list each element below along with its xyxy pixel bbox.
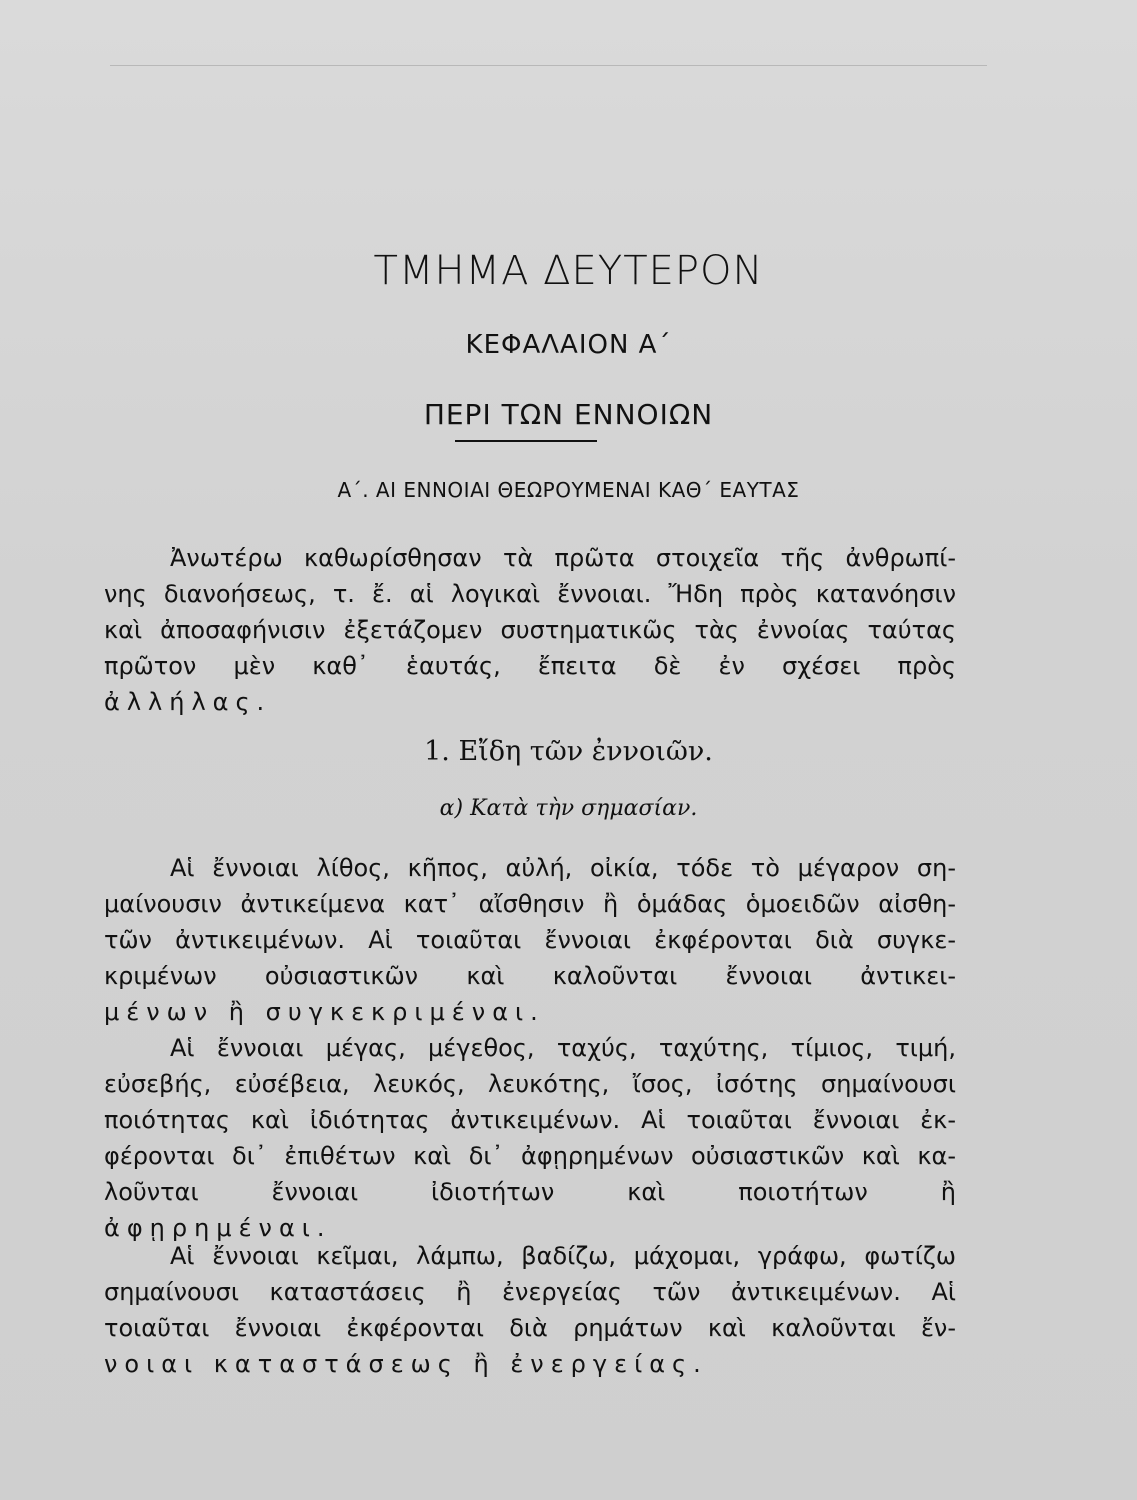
text-line: κριμένων οὐσιαστικῶν καὶ καλοῦνται ἔννοιαι ἀντικει- — [104, 962, 956, 990]
chapter-title: ΚΕΦΑΛΑΙΟΝ Α΄ — [465, 330, 672, 360]
title-underline — [455, 440, 597, 442]
topic-title: ΠΕΡΙ ΤΩΝ ΕΝΝΟΙΩΝ — [423, 398, 714, 431]
text-line: ποιότητας καὶ ἰδιότητας ἀντικειμένων. Αἱ τοιαῦται ἔννοιαι ἐκ- — [104, 1106, 956, 1134]
text-line: νοιαι καταστάσεως ἢ ἐνεργείας. — [104, 1350, 708, 1378]
text-line: Ἀνωτέρω καθωρίσθησαν τὰ πρῶτα στοιχεῖα τῆς ἀνθρωπί- — [170, 544, 956, 572]
paragraph-abstract-concepts — [104, 1030, 956, 1246]
section-title: ΤΜΗΜΑ ΔΕΥΤΕΡΟΝ — [373, 248, 764, 294]
text-line: Αἱ ἔννοιαι κεῖμαι, λάμπω, βαδίζω, μάχομαι, γράφω, φωτίζω — [170, 1242, 956, 1270]
text-line: νης διανοήσεως, τ. ἔ. αἱ λογικαὶ ἔννοιαι. Ἤδη πρὸς κατανόησιν — [104, 580, 956, 608]
paragraph-concrete-concepts — [104, 850, 956, 1030]
intro-paragraph — [104, 540, 956, 720]
subsection-title: Α΄. ΑΙ ΕΝΝΟΙΑΙ ΘΕΩΡΟΥΜΕΝΑΙ ΚΑΘ΄ ΕΑΥΤΑΣ — [337, 478, 800, 502]
text-line: σημαίνουσι καταστάσεις ἢ ἐνεργείας τῶν ἀντικειμένων. Αἱ — [104, 1278, 956, 1306]
text-line: εὐσεβής, εὐσέβεια, λευκός, λευκότης, ἴσος, ἰσότης σημαίνουσι — [104, 1070, 956, 1098]
text-line: καὶ ἀποσαφήνισιν ἐξετάζομεν συστηματικῶς τὰς ἐννοίας ταύτας — [104, 616, 956, 644]
text-line: λοῦνται ἔννοιαι ἰδιοτήτων καὶ ποιοτήτων ἢ — [104, 1178, 956, 1206]
text-line: ἀλλήλας. — [104, 688, 272, 716]
text-line: τοιαῦται ἔννοιαι ἐκφέρονται διὰ ρημάτων καὶ καλοῦνται ἔν- — [104, 1314, 956, 1342]
text-line: τῶν ἀντικειμένων. Αἱ τοιαῦται ἔννοιαι ἐκφέρονται διὰ συγκε- — [104, 926, 956, 954]
paragraph-state-concepts — [104, 1238, 956, 1382]
text-line: ἀφῃρημέναι. — [104, 1214, 332, 1242]
text-line: πρῶτον μὲν καθ᾽ ἑαυτάς, ἔπειτα δὲ ἐν σχέσει πρὸς — [104, 652, 956, 680]
subheading-by-meaning: α) Κατὰ τὴν σημασίαν. — [439, 796, 698, 821]
text-line: μένων ἢ συγκεκριμέναι. — [104, 998, 545, 1026]
text-line: Αἱ ἔννοιαι λίθος, κῆπος, αὐλή, οἰκία, τόδε τὸ μέγαρον ση- — [170, 854, 956, 882]
text-line: φέρονται δι᾽ ἐπιθέτων καὶ δι᾽ ἀφῃρημένων οὐσιαστικῶν καὶ κα- — [104, 1142, 956, 1170]
running-header-bleedthrough — [110, 40, 987, 66]
text-line: Αἱ ἔννοιαι μέγας, μέγεθος, ταχύς, ταχύτης, τίμιος, τιμή, — [170, 1034, 956, 1062]
heading-kinds-of-concepts: 1. Εἴδη τῶν ἐννοιῶν. — [424, 736, 713, 767]
text-line: μαίνουσιν ἀντικείμενα κατ᾽ αἴσθησιν ἢ ὁμάδας ὁμοειδῶν αἰσθη- — [104, 890, 956, 918]
